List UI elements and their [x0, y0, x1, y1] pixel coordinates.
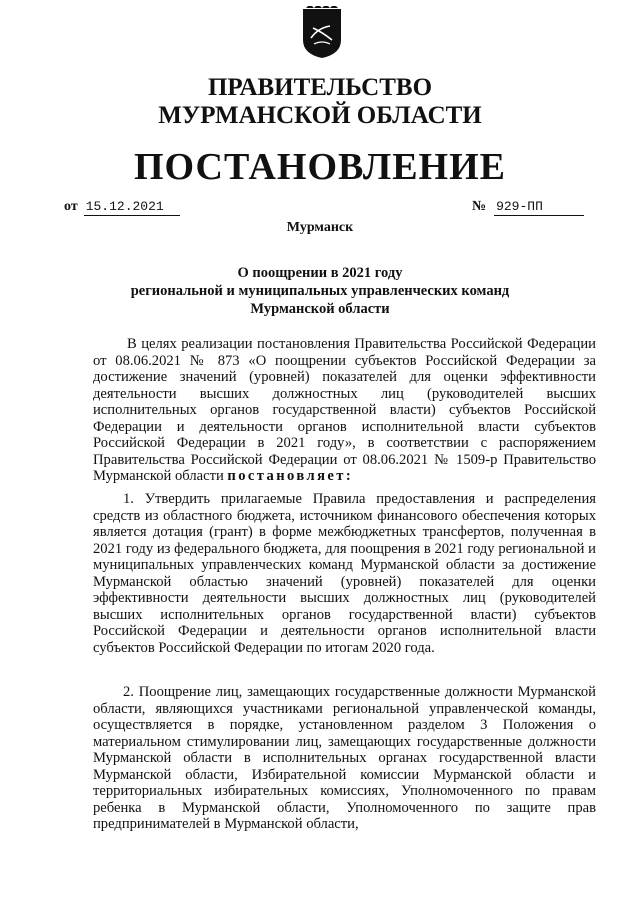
subject-line1: О поощрении в 2021 году: [237, 265, 403, 281]
document-date: 15.12.2021: [84, 199, 180, 216]
document-number: 929-ПП: [494, 199, 584, 216]
resolves-colon: :: [345, 468, 354, 484]
clause-2-paragraph: 2. Поощрение лиц, замещающих государственные должности Мурманской области, являющихся участниками региональной управленческой команды, осуществляется в порядке, установленном разделом 3 Положения о материальном стимулировании лиц, замещающих государственные должности Мурманской области в исполнительных органах государственной власти Мурманской области, Избирательной комиссии Мурманской области и территориальных избирательных комиссиях, Уполномоченного по правам ребенка в Мурманской области, Уполномоченного по защите прав предпринимателей в Мурманской области,: [93, 684, 596, 832]
subject-line3: Мурманской области: [250, 301, 390, 317]
date-label: от: [64, 199, 78, 214]
government-title-line2: МУРМАНСКОЙ ОБЛАСТИ: [158, 102, 482, 129]
city-name: Мурманск: [286, 220, 354, 235]
clause-1-paragraph: 1. Утвердить прилагаемые Правила предоставления и распределения средств из областного бюджета, источником финансового обеспечения которых является дотация (грант) в форме межбюджетных трансфертов, полученная в 2021 году из федерального бюджета, для поощрения в 2021 году региональной и муниципальных управленческих команд Мурманской области за достижение Мурманской областью значений (уровней) показателей для оценки эффективности деятельности высших должностных лиц (руководителей высших исполнительных органов государственной власти) субъектов Российской Федерации и деятельности органов исполнительной власти субъектов Российской Федерации по итогам 2020 года.: [93, 491, 596, 656]
government-title-line1: ПРАВИТЕЛЬСТВО: [207, 74, 433, 101]
number-label: №: [472, 199, 487, 214]
coat-of-arms-icon: [300, 6, 344, 60]
date-row: [64, 199, 180, 216]
preamble-text: В целях реализации постановления Правительства Российской Федерации от 08.06.2021 № 873 «О поощрении субъектов Российской Федерации за достижение значений (уровней) показателей для оценки эффективности деятельности высших должностных лиц (руководителей высших исполнительных органов государственной власти) субъектов Российской Федерации и деятельности органов исполнительной власти субъектов Российской Федерации в 2021 году», в соответствии с распоряжением Правительства Российской Федерации от 08.06.2021 № 1509-р Правительство Мурманской области: [93, 336, 596, 484]
resolves-keyword: постановляет: [227, 468, 346, 484]
number-row: [472, 199, 584, 216]
document-type-title: ПОСТАНОВЛЕНИЕ: [133, 146, 507, 188]
preamble-paragraph: [93, 336, 596, 485]
subject-line2: региональной и муниципальных управленческих команд: [130, 283, 510, 299]
